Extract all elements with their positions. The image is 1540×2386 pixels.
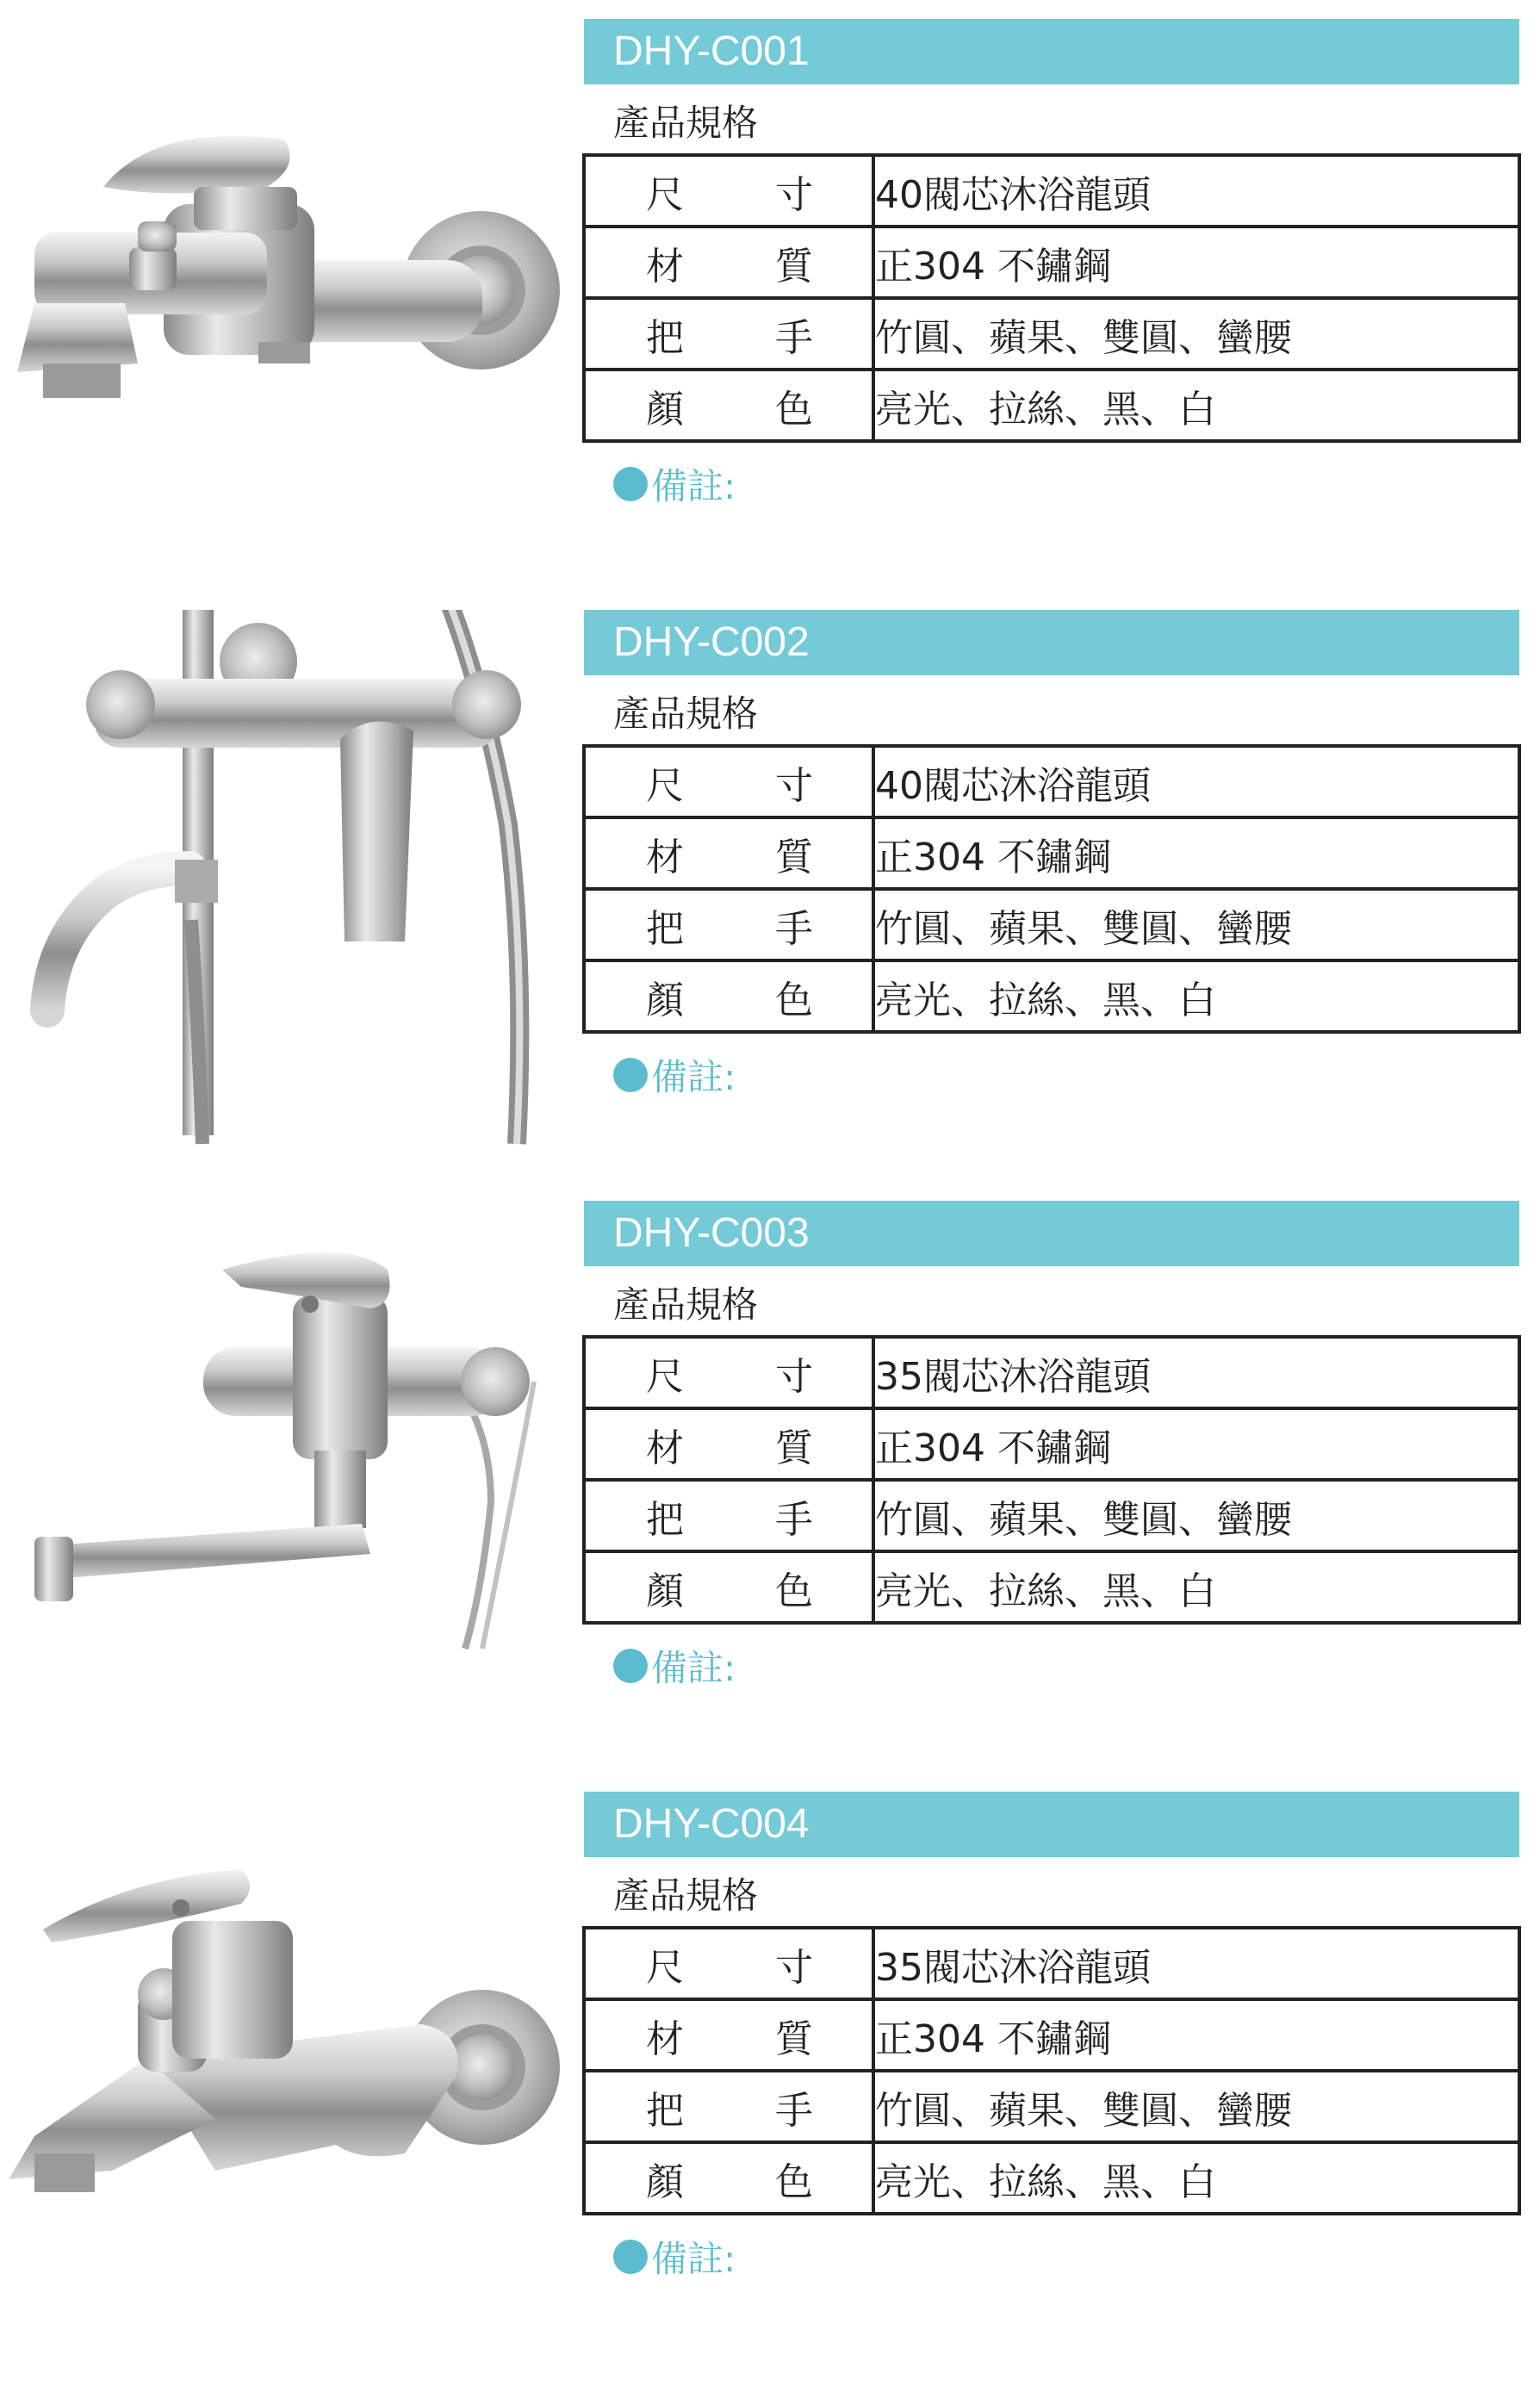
bullet-dot-icon — [613, 467, 648, 501]
spec-value: 正304 不鏽鋼 — [873, 817, 1519, 889]
note-label: 備註: — [651, 1056, 736, 1098]
label-char: 色 — [775, 387, 813, 432]
label-char: 材 — [646, 2016, 684, 2061]
label-char: 顏 — [646, 978, 684, 1022]
product-photo — [0, 1201, 568, 1795]
spec-label — [584, 298, 873, 370]
label-char: 手 — [775, 315, 813, 360]
spec-label — [584, 155, 873, 227]
spec-row-size — [584, 1337, 1519, 1408]
spec-table — [582, 1335, 1521, 1625]
spec-label — [584, 746, 873, 817]
spec-row-material — [584, 1408, 1519, 1480]
spec-row-handle — [584, 1480, 1519, 1551]
spec-row-color — [584, 370, 1519, 441]
product-block — [0, 1201, 1540, 1795]
wall-bath-faucet-photo — [0, 1792, 568, 2386]
spec-value: 亮光、拉絲、黑、白 — [873, 2142, 1519, 2214]
spec-value: 40閥芯沐浴龍頭 — [873, 155, 1519, 227]
bullet-dot-icon — [613, 2240, 648, 2274]
label-char: 把 — [646, 1497, 684, 1542]
spec-label — [584, 889, 873, 960]
spec-label — [584, 960, 873, 1032]
spec-row-size — [584, 746, 1519, 817]
spec-label — [584, 1999, 873, 2071]
spec-value: 竹圓、蘋果、雙圓、蠻腰 — [873, 2071, 1519, 2142]
spec-table — [582, 1926, 1521, 2215]
label-char: 材 — [646, 835, 684, 879]
spec-value: 亮光、拉絲、黑、白 — [873, 1551, 1519, 1623]
note — [613, 458, 736, 510]
shower-set-faucet-photo — [0, 610, 568, 1204]
spec-value: 正304 不鏽鋼 — [873, 1999, 1519, 2071]
label-char: 寸 — [775, 1354, 813, 1399]
label-char: 顏 — [646, 2159, 684, 2204]
spec-table — [582, 744, 1521, 1034]
spec-label — [584, 1408, 873, 1480]
label-char: 尺 — [646, 1354, 684, 1399]
note-label: 備註: — [651, 465, 736, 507]
spec-table — [582, 153, 1521, 443]
spec-row-handle — [584, 2071, 1519, 2142]
label-char: 把 — [646, 315, 684, 360]
model-number: DHY-C004 — [584, 1792, 1519, 1857]
bullet-dot-icon — [613, 1649, 648, 1683]
label-char: 色 — [775, 2159, 813, 2204]
label-char: 尺 — [646, 763, 684, 808]
label-char: 手 — [775, 2088, 813, 2133]
model-number: DHY-C002 — [584, 610, 1519, 675]
spec-value: 亮光、拉絲、黑、白 — [873, 960, 1519, 1032]
spec-label — [584, 1480, 873, 1551]
spec-row-material — [584, 227, 1519, 298]
label-char: 尺 — [646, 172, 684, 217]
note — [613, 1049, 736, 1101]
product-block — [0, 19, 1540, 613]
spec-label — [584, 370, 873, 441]
spec-label — [584, 1337, 873, 1408]
bullet-dot-icon — [613, 1058, 648, 1092]
long-spout-bath-faucet-photo — [0, 1201, 568, 1795]
label-char: 顏 — [646, 1569, 684, 1613]
spec-label — [584, 2142, 873, 2214]
spec-value: 35閥芯沐浴龍頭 — [873, 1337, 1519, 1408]
spec-value: 竹圓、蘋果、雙圓、蠻腰 — [873, 298, 1519, 370]
label-char: 材 — [646, 1426, 684, 1470]
label-char: 質 — [775, 1426, 813, 1470]
label-char: 把 — [646, 2088, 684, 2133]
label-char: 寸 — [775, 1945, 813, 1990]
spec-row-color — [584, 960, 1519, 1032]
spec-row-handle — [584, 298, 1519, 370]
spec-row-color — [584, 1551, 1519, 1623]
spec-title: 產品規格 — [613, 1283, 759, 1326]
spec-label — [584, 1928, 873, 1999]
spec-title: 產品規格 — [613, 102, 759, 144]
model-number: DHY-C003 — [584, 1201, 1519, 1266]
product-photo — [0, 610, 568, 1204]
spec-label — [584, 1551, 873, 1623]
wall-mounted-bath-faucet-photo — [0, 19, 568, 613]
spec-row-material — [584, 1999, 1519, 2071]
note-label: 備註: — [651, 1647, 736, 1689]
spec-row-color — [584, 2142, 1519, 2214]
label-char: 手 — [775, 906, 813, 951]
label-char: 材 — [646, 244, 684, 289]
label-char: 質 — [775, 835, 813, 879]
spec-label — [584, 227, 873, 298]
label-char: 質 — [775, 2016, 813, 2061]
spec-label — [584, 2071, 873, 2142]
product-photo — [0, 1792, 568, 2386]
label-char: 手 — [775, 1497, 813, 1542]
model-number: DHY-C001 — [584, 19, 1519, 84]
note-label: 備註: — [651, 2238, 736, 2280]
label-char: 把 — [646, 906, 684, 951]
spec-title: 產品規格 — [613, 1874, 759, 1917]
label-char: 色 — [775, 978, 813, 1022]
label-char: 尺 — [646, 1945, 684, 1990]
spec-value: 竹圓、蘋果、雙圓、蠻腰 — [873, 1480, 1519, 1551]
spec-value: 40閥芯沐浴龍頭 — [873, 746, 1519, 817]
spec-title: 產品規格 — [613, 693, 759, 735]
note — [613, 2231, 736, 2283]
label-char: 寸 — [775, 172, 813, 217]
spec-row-handle — [584, 889, 1519, 960]
label-char: 顏 — [646, 387, 684, 432]
spec-value: 35閥芯沐浴龍頭 — [873, 1928, 1519, 1999]
note — [613, 1640, 736, 1692]
label-char: 質 — [775, 244, 813, 289]
product-block — [0, 610, 1540, 1204]
label-char: 寸 — [775, 763, 813, 808]
product-photo — [0, 19, 568, 613]
spec-row-size — [584, 1928, 1519, 1999]
spec-value: 竹圓、蘋果、雙圓、蠻腰 — [873, 889, 1519, 960]
product-block — [0, 1792, 1540, 2386]
spec-value: 正304 不鏽鋼 — [873, 227, 1519, 298]
spec-label — [584, 817, 873, 889]
spec-value: 亮光、拉絲、黑、白 — [873, 370, 1519, 441]
label-char: 色 — [775, 1569, 813, 1613]
spec-row-size — [584, 155, 1519, 227]
spec-row-material — [584, 817, 1519, 889]
spec-value: 正304 不鏽鋼 — [873, 1408, 1519, 1480]
